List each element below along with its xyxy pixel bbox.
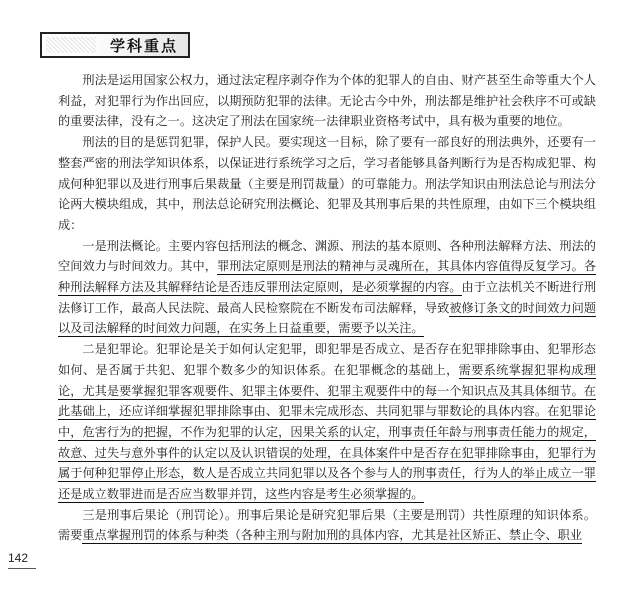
paragraph-purpose (58, 132, 596, 236)
paragraph-module-2 (58, 339, 596, 505)
section-title: 学科重点 (110, 37, 179, 55)
paragraph-module-3 (58, 505, 596, 546)
body-text (58, 70, 596, 546)
paragraph-text: 由于立法机关不断进行刑法修订工作，最高人民法院、最高人民检察院在不断发布司法解释，导致 (58, 280, 597, 315)
paragraph-text: 刑法的目的是惩罚犯罪，保护人民。要实现这一目标，除了要有一部良好的刑法典外，还要有一整套严密的刑法学知识体系，以保证进行系统学习之后，学习者能够具备判断行为是否构成犯罪、构成何种犯罪以及进行刑事后果裁量（主要是刑罚裁量）的可靠能力。刑法学知识由刑法总论与刑法分论两大模块组成，其中，刑法总论研究刑法概论、犯罪及其刑事后果的共性原理，由如下三个模块组成： (58, 135, 596, 232)
paragraph-intro (58, 70, 596, 132)
section-header (40, 32, 190, 58)
paragraph-text: 二是犯罪论。犯罪论是关于如何认定犯罪，即犯罪是否成立、是否存在犯罪排除事由、犯罪形态如何、是否属于共犯、犯罪个数多少的知识体系。在犯罪概念的基础上， (58, 342, 596, 377)
page-number-rule (8, 568, 36, 569)
underlined-key-point: 罪刑法定原则是刑法的精神与灵魂所在，其具体内容值得反复学习。各种刑法解释方法及其解释结论是否违反罪刑法定原则，是必须掌握的内容。 (58, 259, 597, 295)
paragraph-text: 三是刑事后果论（刑罚论）。刑事后果论是研究犯罪后果（主要是刑罚）共性原理的知识体系。需要 (58, 507, 596, 543)
header-shading (46, 37, 96, 53)
underlined-key-point: 重点掌握刑罚的体系与种类（各种主刑与附加刑的具体内容，尤其是社区矫正、禁止令、职业 (82, 528, 583, 543)
paragraph-text: 刑法是运用国家公权力，通过法定程序剥夺作为个体的犯罪人的自由、财产甚至生命等重大个人利益，对犯罪行为作出回应，以期预防犯罪的法律。无论古今中外，刑法都是维护社会秩序不可或缺的重要法律，没有之一。这决定了刑法在国家统一法律职业资格考试中，具有极为重要的地位。 (58, 73, 596, 129)
underlined-key-point: 被修订条文的时间效力问题以及司法解释的时间效力问题，在实务上日益重要，需要予以关注。 (58, 300, 597, 336)
paragraph-text: 一是刑法概论。主要内容包括刑法的概念、渊源、刑法的基本原则、各种刑法解释方法、刑法的空间效力与时间效力。其中， (58, 238, 596, 274)
paragraph-module-1 (58, 236, 596, 340)
page-number: 142 (8, 551, 29, 565)
underlined-key-point: 需要系统掌握犯罪构成理论，尤其是要掌握犯罪客观要件、犯罪主体要件、犯罪主观要件中的每一个知识点及其具体细节。在此基础上，还应详细掌握犯罪排除事由、犯罪未完成形态、共同犯罪与罪数论的具体内容。在犯罪论中，危害行为的把握，不作为犯罪的认定，因果关系的认定，刑事责任年龄与刑事责任能力的规定，故意、过失与意外事件的认定以及认识错误的处理，在具体案件中是否存在犯罪排除事由，犯罪行为属于何种犯罪停止形态，数人是否成立共同犯罪以及各个参与人的刑事责任，行为人的举止成立一罪还是成立数罪进而是否应当数罪并罚，这些内容是考生必须掌握的。 (58, 362, 597, 502)
